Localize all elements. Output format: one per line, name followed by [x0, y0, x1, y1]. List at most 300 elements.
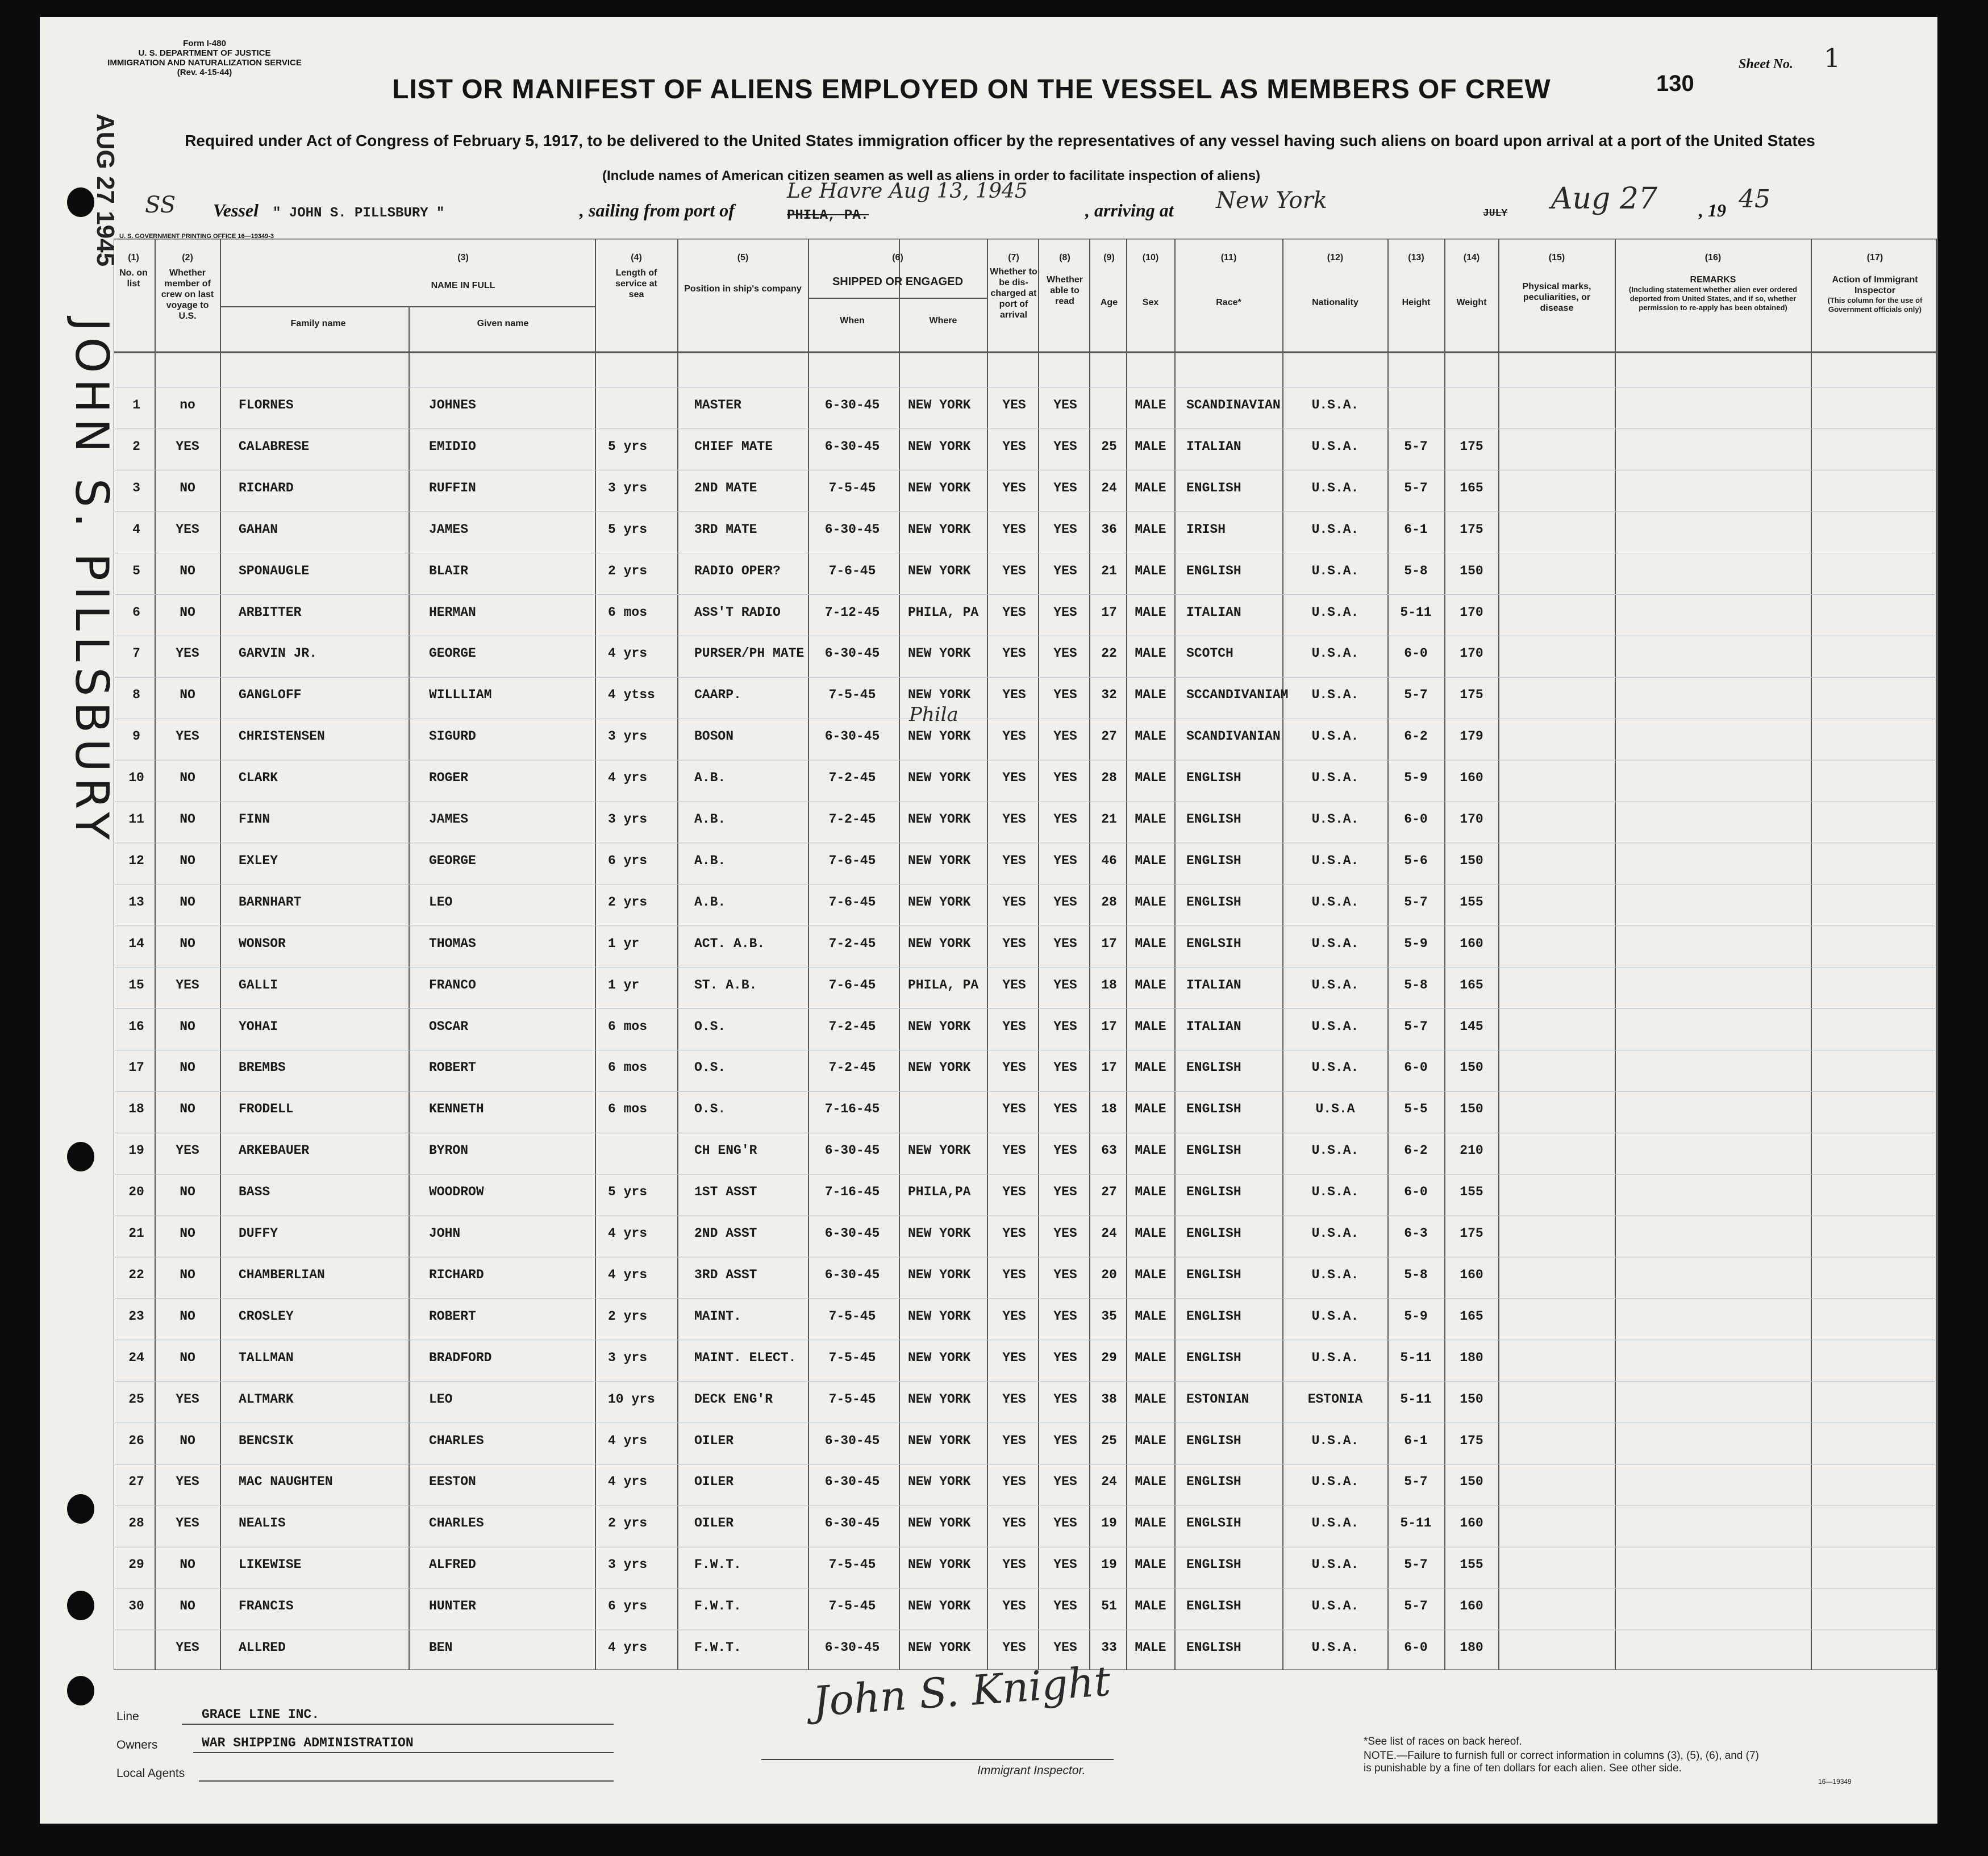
cell-no: 15	[128, 977, 144, 992]
cell-read: YES	[1053, 563, 1077, 578]
cell-service: 4 yrs	[608, 770, 648, 786]
cell-race: ENGLISH	[1186, 1640, 1241, 1655]
cell-sex: MALE	[1135, 563, 1166, 578]
cell-position: MAINT.	[694, 1308, 741, 1324]
col5-label: Position in ship's company	[684, 284, 802, 294]
family-name-header: Family name	[290, 319, 346, 328]
col7-num: (7)	[1008, 253, 1019, 262]
cell-nationality: U.S.A.	[1311, 1143, 1359, 1158]
cell-prev: NO	[180, 1308, 195, 1324]
cell-read: YES	[1053, 1184, 1077, 1200]
cell-nationality: U.S.A.	[1311, 977, 1359, 992]
cell-race: IRISH	[1186, 522, 1226, 537]
cell-sex: MALE	[1135, 1557, 1166, 1573]
cell-where: NEW YORK	[908, 936, 971, 951]
cell-height: 6-2	[1404, 729, 1428, 744]
cell-sex: MALE	[1135, 1433, 1166, 1448]
cell-prev: NO	[180, 1433, 195, 1448]
cell-family: CALABRESE	[239, 439, 310, 454]
cell-service: 6 mos	[608, 1060, 648, 1075]
cell-discharged: YES	[1002, 894, 1026, 910]
cell-discharged: YES	[1002, 398, 1026, 412]
races-note: *See list of races on back hereof.	[1364, 1736, 1522, 1747]
col13-num: (13)	[1408, 253, 1424, 262]
cell-family: GALLI	[239, 977, 278, 992]
cell-family: TALLMAN	[239, 1350, 294, 1365]
col1-header	[114, 252, 153, 289]
cell-discharged: YES	[1002, 1019, 1026, 1034]
cell-age: 17	[1101, 1019, 1117, 1034]
cell-no: 29	[128, 1557, 144, 1573]
cell-age: 17	[1101, 604, 1117, 620]
cell-nationality: U.S.A.	[1311, 936, 1359, 951]
cell-nationality: U.S.A.	[1311, 1350, 1359, 1365]
cell-height: 5-7	[1404, 1599, 1428, 1614]
col5-header	[679, 252, 807, 294]
cell-nationality: U.S.A.	[1311, 729, 1359, 744]
cell-weight: 175	[1460, 439, 1483, 454]
cell-read: YES	[1053, 1267, 1077, 1282]
cell-given: BRADFORD	[429, 1350, 492, 1365]
cell-weight: 160	[1460, 1599, 1483, 1614]
cell-family: CROSLEY	[239, 1308, 294, 1324]
cell-service: 4 yrs	[608, 1640, 648, 1655]
cell-prev: YES	[176, 439, 199, 454]
col9-header	[1092, 252, 1126, 308]
cell-service: 6 mos	[608, 604, 648, 620]
cell-weight: 150	[1460, 563, 1483, 578]
cell-read: YES	[1053, 1433, 1077, 1448]
cell-race: ITALIAN	[1186, 1019, 1241, 1034]
cell-height: 5-8	[1404, 977, 1428, 992]
cell-read: YES	[1053, 729, 1077, 744]
cell-position: MAINT. ELECT.	[694, 1350, 797, 1365]
col16-label: REMARKS	[1690, 275, 1736, 285]
cell-height: 5-8	[1404, 563, 1428, 578]
cell-service: 4 yrs	[608, 1433, 648, 1448]
cell-discharged: YES	[1002, 1143, 1026, 1158]
cell-position: F.W.T.	[694, 1640, 741, 1655]
cell-given: THOMAS	[429, 936, 476, 951]
cell-age: 27	[1101, 729, 1117, 744]
cell-discharged: YES	[1002, 1433, 1026, 1448]
where-header: Where	[929, 316, 957, 326]
cell-sex: MALE	[1135, 1226, 1166, 1241]
cell-prev: YES	[176, 1640, 199, 1655]
cell-weight: 160	[1460, 770, 1483, 786]
cell-discharged: YES	[1002, 1060, 1026, 1075]
cell-given: ROBERT	[429, 1308, 476, 1324]
col9-label: Age	[1100, 298, 1118, 307]
cell-family: YOHAI	[239, 1019, 278, 1034]
owners-value: WAR SHIPPING ADMINISTRATION	[202, 1736, 414, 1750]
punch-hole	[67, 1494, 94, 1524]
cell-race: ITALIAN	[1186, 604, 1241, 620]
cell-discharged: YES	[1002, 522, 1026, 537]
cell-given: CHARLES	[429, 1433, 484, 1448]
cell-age: 22	[1101, 646, 1117, 661]
cell-no: 17	[128, 1060, 144, 1075]
cell-given: LEO	[429, 1391, 453, 1407]
port-typed: PHILA, PA.	[787, 208, 869, 223]
cell-weight: 165	[1460, 1308, 1483, 1324]
cell-prev: YES	[176, 977, 199, 992]
cell-no: 5	[132, 563, 140, 578]
cell-weight: 179	[1460, 729, 1483, 744]
cell-read: YES	[1053, 894, 1077, 910]
cell-service: 3 yrs	[608, 1350, 648, 1365]
cell-where: NEW YORK	[908, 1019, 971, 1034]
col8-header	[1040, 252, 1090, 307]
cell-given: GEORGE	[429, 853, 476, 868]
cell-height: 6-0	[1404, 646, 1428, 661]
cell-race: SCOTCH	[1186, 646, 1233, 661]
cell-when: 6-30-45	[824, 1143, 880, 1158]
cell-given: EESTON	[429, 1474, 476, 1490]
cell-age: 18	[1101, 977, 1117, 992]
cell-age: 28	[1101, 894, 1117, 910]
cell-service: 1 yr	[608, 936, 640, 951]
line-label: Line	[116, 1710, 139, 1723]
cell-where: NEW YORK	[908, 1640, 971, 1655]
cell-sex: MALE	[1135, 1391, 1166, 1407]
cell-read: YES	[1053, 1474, 1077, 1490]
cell-age: 21	[1101, 812, 1117, 827]
cell-height: 5-5	[1404, 1102, 1428, 1117]
cell-when: 7-12-45	[824, 604, 880, 620]
cell-read: YES	[1053, 1019, 1077, 1034]
form-code: 16—19349	[1818, 1778, 1852, 1786]
cell-given: FRANCO	[429, 977, 476, 992]
department: U. S. DEPARTMENT OF JUSTICE	[138, 48, 271, 58]
cell-sex: MALE	[1135, 646, 1166, 661]
cell-where: NEW YORK	[908, 770, 971, 786]
cell-given: BLAIR	[429, 563, 469, 578]
cell-service: 6 mos	[608, 1019, 648, 1034]
col4-num: (4)	[631, 253, 642, 262]
cell-age: 36	[1101, 522, 1117, 537]
cell-weight: 180	[1460, 1350, 1483, 1365]
cell-no: 6	[132, 604, 140, 620]
cell-service: 3 yrs	[608, 729, 648, 744]
cell-family: MAC NAUGHTEN	[239, 1474, 333, 1490]
cell-where: PHILA,PA	[908, 1184, 971, 1200]
cell-weight: 155	[1460, 1184, 1483, 1200]
cell-age: 17	[1101, 1060, 1117, 1075]
cell-family: GARVIN JR.	[239, 646, 318, 661]
cell-prev: NO	[180, 894, 195, 910]
cell-race: ENGLISH	[1186, 1184, 1241, 1200]
cell-sex: MALE	[1135, 1184, 1166, 1200]
cell-family: EXLEY	[239, 853, 278, 868]
cell-race: ITALIAN	[1186, 977, 1241, 992]
cell-prev: YES	[176, 1391, 199, 1407]
cell-nationality: U.S.A.	[1311, 1184, 1359, 1200]
cell-height: 5-6	[1404, 853, 1428, 868]
cell-read: YES	[1053, 439, 1077, 454]
cell-position: 1ST ASST	[694, 1184, 757, 1200]
cell-position: O.S.	[694, 1060, 726, 1075]
cell-sex: MALE	[1135, 1019, 1166, 1034]
cell-when: 7-6-45	[828, 853, 876, 868]
cell-nationality: U.S.A.	[1311, 1060, 1359, 1075]
cell-read: YES	[1053, 770, 1077, 786]
col14-num: (14)	[1463, 253, 1480, 262]
cell-prev: YES	[176, 1516, 199, 1531]
cell-when: 6-30-45	[824, 1267, 880, 1282]
col14-label: Weight	[1456, 298, 1487, 307]
port-hand: Le Havre Aug 13, 1945	[787, 180, 1028, 203]
cell-read: YES	[1053, 1308, 1077, 1324]
cell-discharged: YES	[1002, 977, 1026, 992]
punch-hole	[67, 1142, 94, 1171]
cell-age: 25	[1101, 439, 1117, 454]
crew-table	[114, 239, 1937, 1670]
cell-where: NEW YORK	[908, 1060, 971, 1075]
cell-service: 3 yrs	[608, 480, 648, 495]
cell-service: 3 yrs	[608, 812, 648, 827]
cell-prev: NO	[180, 1599, 195, 1614]
cell-height: 6-1	[1404, 522, 1428, 537]
cell-discharged: YES	[1002, 687, 1026, 703]
cell-sex: MALE	[1135, 729, 1166, 744]
cell-no: 14	[128, 936, 144, 951]
cell-height: 5-11	[1400, 604, 1432, 620]
col4-header	[597, 252, 676, 300]
cell-when: 7-5-45	[828, 1350, 876, 1365]
cell-sex: MALE	[1135, 936, 1166, 951]
cell-no: 30	[128, 1599, 144, 1614]
cell-given: GEORGE	[429, 646, 476, 661]
cell-read: YES	[1053, 936, 1077, 951]
cell-age: 27	[1101, 1184, 1117, 1200]
cell-when: 7-5-45	[828, 1557, 876, 1573]
cell-read: YES	[1053, 1102, 1077, 1117]
cell-position: PURSER/PH MATE	[694, 646, 805, 661]
cell-race: ENGLISH	[1186, 1143, 1241, 1158]
col3-num: (3)	[457, 253, 469, 262]
cell-prev: NO	[180, 1060, 195, 1075]
col8-num: (8)	[1059, 253, 1070, 262]
cell-family: FLORNES	[239, 398, 294, 412]
cell-weight: 150	[1460, 1060, 1483, 1075]
cell-age: 17	[1101, 936, 1117, 951]
cell-where: NEW YORK	[908, 1474, 971, 1490]
cell-prev: YES	[176, 729, 199, 744]
col10-header	[1128, 252, 1173, 308]
cell-discharged: YES	[1002, 1599, 1026, 1614]
cell-nationality: U.S.A.	[1311, 480, 1359, 495]
cell-service: 4 yrs	[608, 1267, 648, 1282]
cell-where: NEW YORK	[908, 1308, 971, 1324]
cell-when: 7-16-45	[824, 1184, 880, 1200]
cell-sex: MALE	[1135, 894, 1166, 910]
cell-given: WILLLIAM	[429, 687, 492, 703]
cell-discharged: YES	[1002, 729, 1026, 744]
local-agents-label: Local Agents	[116, 1767, 185, 1780]
cell-no: 11	[128, 812, 144, 827]
cell-discharged: YES	[1002, 563, 1026, 578]
cell-age: 35	[1101, 1308, 1117, 1324]
cell-weight: 150	[1460, 1474, 1483, 1490]
cell-where: NEW YORK	[908, 1599, 971, 1614]
cell-position: MASTER	[694, 398, 741, 412]
cell-weight: 175	[1460, 1226, 1483, 1241]
service: IMMIGRATION AND NATURALIZATION SERVICE	[107, 58, 302, 68]
cell-position: O.S.	[694, 1019, 726, 1034]
cell-position: BOSON	[694, 729, 734, 744]
cell-when: 6-30-45	[824, 1433, 880, 1448]
cell-nationality: U.S.A.	[1311, 770, 1359, 786]
cell-no: 4	[132, 522, 140, 537]
cell-age: 24	[1101, 1474, 1117, 1490]
col17-sub: (This column for the use of Government officials only)	[1827, 296, 1923, 314]
cell-weight: 165	[1460, 977, 1483, 992]
cell-when: 7-5-45	[828, 1599, 876, 1614]
cell-race: SCANDIVANIAN	[1186, 729, 1281, 744]
year-hand: 45	[1739, 185, 1770, 214]
col11-num: (11)	[1220, 253, 1237, 262]
col4-label: Length of service at sea	[615, 268, 657, 299]
cell-no: 20	[128, 1184, 144, 1200]
cell-prev: YES	[176, 522, 199, 537]
cell-sex: MALE	[1135, 770, 1166, 786]
cell-race: ITALIAN	[1186, 439, 1241, 454]
cell-read: YES	[1053, 853, 1077, 868]
printing-office: U. S. GOVERNMENT PRINTING OFFICE 16—19349-3	[119, 233, 274, 240]
cell-nationality: U.S.A.	[1311, 1599, 1359, 1614]
cell-where: NEW YORK	[908, 687, 971, 703]
cell-discharged: YES	[1002, 1308, 1026, 1324]
cell-service: 6 yrs	[608, 1599, 648, 1614]
cell-height: 6-0	[1404, 812, 1428, 827]
cell-when: 6-30-45	[824, 398, 880, 412]
cell-no: 26	[128, 1433, 144, 1448]
cell-prev: NO	[180, 936, 195, 951]
col16-header	[1616, 252, 1810, 312]
cell-position: OILER	[694, 1516, 734, 1531]
side-vessel-text: JOHN S. PILLSBURY	[65, 318, 118, 846]
cell-where: NEW YORK	[908, 729, 971, 744]
cell-prev: NO	[180, 770, 195, 786]
cell-given: BYRON	[429, 1143, 469, 1158]
cell-sex: MALE	[1135, 853, 1166, 868]
cell-discharged: YES	[1002, 1267, 1026, 1282]
cell-race: ENGLISH	[1186, 1102, 1241, 1117]
cell-height: 5-7	[1404, 1557, 1428, 1573]
form-identifier	[85, 39, 324, 77]
col1-label: No. on list	[119, 268, 148, 289]
cell-height: 5-7	[1404, 1474, 1428, 1490]
cell-read: YES	[1053, 1391, 1077, 1407]
cell-age: 38	[1101, 1391, 1117, 1407]
cell-given: RUFFIN	[429, 480, 476, 495]
cell-sex: MALE	[1135, 1060, 1166, 1075]
cell-no: 25	[128, 1391, 144, 1407]
cell-no: 9	[132, 729, 140, 744]
cell-race: ENGLISH	[1186, 853, 1241, 868]
cell-service: 1 yr	[608, 977, 640, 992]
cell-height: 5-7	[1404, 1019, 1428, 1034]
cell-when: 7-2-45	[828, 770, 876, 786]
cell-service: 5 yrs	[608, 522, 648, 537]
cell-no: 19	[128, 1143, 144, 1158]
cell-position: RADIO OPER?	[694, 563, 781, 578]
col11-header	[1176, 252, 1281, 308]
cell-race: SCCANDIVANIAM	[1186, 687, 1289, 703]
cell-position: F.W.T.	[694, 1599, 741, 1614]
col17-num: (17)	[1866, 253, 1883, 262]
cell-position: A.B.	[694, 894, 726, 910]
cell-nationality: U.S.A.	[1311, 687, 1359, 703]
cell-weight: 160	[1460, 1516, 1483, 1531]
col16-num: (16)	[1704, 253, 1722, 262]
form-number: Form I-480	[183, 39, 226, 48]
cell-discharged: YES	[1002, 1474, 1026, 1490]
cell-family: DUFFY	[239, 1226, 278, 1241]
arriving-hand: New York	[1216, 187, 1327, 214]
cell-race: ENGLISH	[1186, 770, 1241, 786]
month-typed: JULY	[1483, 208, 1508, 219]
cell-position: 2ND MATE	[694, 480, 757, 495]
cell-service: 5 yrs	[608, 439, 648, 454]
cell-where: NEW YORK	[908, 1516, 971, 1531]
cell-service: 2 yrs	[608, 1516, 648, 1531]
cell-when: 7-6-45	[828, 894, 876, 910]
cell-nationality: U.S.A.	[1311, 522, 1359, 537]
cell-weight: 150	[1460, 1391, 1483, 1407]
cell-when: 7-2-45	[828, 1060, 876, 1075]
cell-given: ROBERT	[429, 1060, 476, 1075]
cell-height: 5-11	[1400, 1350, 1432, 1365]
cell-nationality: U.S.A.	[1311, 1474, 1359, 1490]
cell-weight: 170	[1460, 604, 1483, 620]
cell-where: NEW YORK	[908, 522, 971, 537]
cell-family: GAHAN	[239, 522, 278, 537]
cell-given: LEO	[429, 894, 453, 910]
cell-age: 20	[1101, 1267, 1117, 1282]
cell-prev: NO	[180, 1267, 195, 1282]
cell-service: 4 yrs	[608, 646, 648, 661]
cell-given: JAMES	[429, 812, 469, 827]
cell-family: BASS	[239, 1184, 270, 1200]
cell-height: 5-9	[1404, 770, 1428, 786]
cell-where: NEW YORK	[908, 1391, 971, 1407]
cell-no: 1	[132, 398, 140, 412]
cell-position: ASS'T RADIO	[694, 604, 781, 620]
cell-read: YES	[1053, 646, 1077, 661]
cell-where: NEW YORK	[908, 1143, 971, 1158]
cell-family: CHRISTENSEN	[239, 729, 325, 744]
cell-height: 6-3	[1404, 1226, 1428, 1241]
punch-hole	[67, 1676, 94, 1705]
cell-when: 6-30-45	[824, 1474, 880, 1490]
cell-family: FRODELL	[239, 1102, 294, 1117]
cell-sex: MALE	[1135, 439, 1166, 454]
cell-discharged: YES	[1002, 1102, 1026, 1117]
cell-age: 63	[1101, 1143, 1117, 1158]
cell-where: PHILA, PA	[908, 977, 979, 992]
cell-when: 7-2-45	[828, 1019, 876, 1034]
cell-family: CLARK	[239, 770, 278, 786]
cell-read: YES	[1053, 1350, 1077, 1365]
cell-sex: MALE	[1135, 1474, 1166, 1490]
cell-when: 7-2-45	[828, 936, 876, 951]
col2-label: Whether member of crew on last voyage to U.S.	[161, 268, 214, 321]
col15-header	[1500, 252, 1614, 314]
cell-given: JOHN	[429, 1226, 461, 1241]
cell-age: 18	[1101, 1102, 1117, 1117]
